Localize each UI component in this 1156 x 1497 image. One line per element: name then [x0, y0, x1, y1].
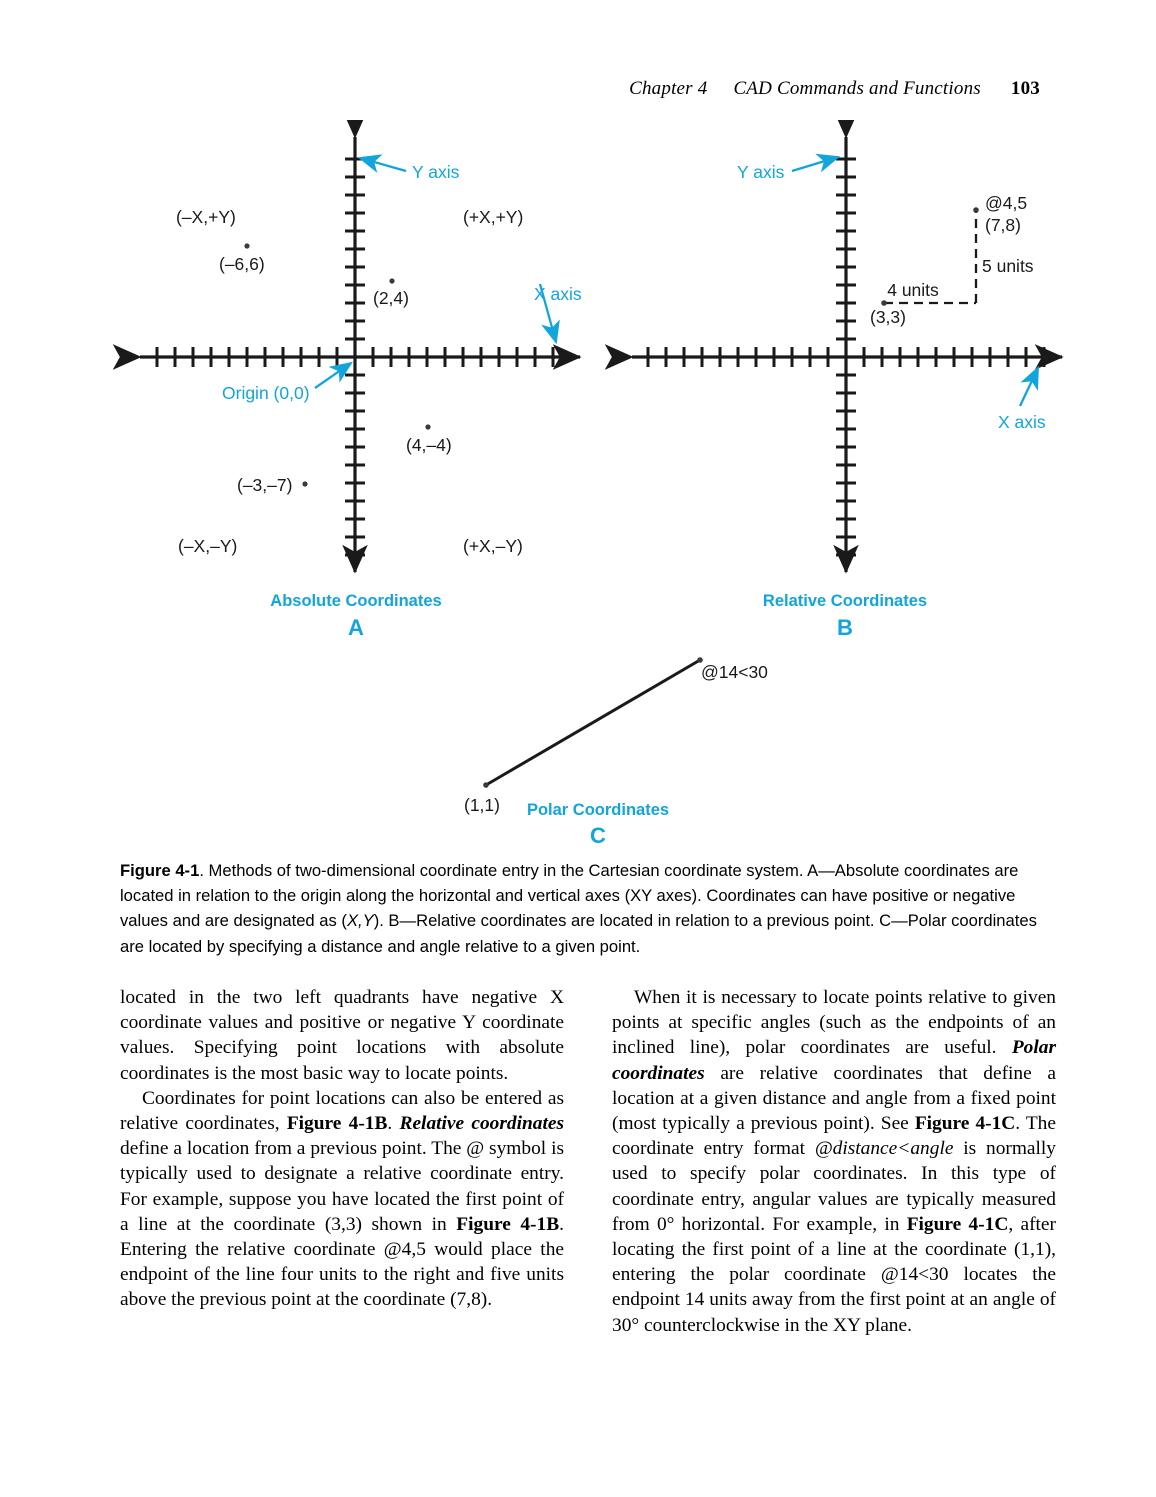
left-p2-text-1: Coordinates for point locations can also be entered as relative coordinates,	[120, 1087, 564, 1135]
diagram-b-end-point-relative-label: @4,5	[985, 193, 1028, 213]
diagram-a-point-label: (–6,6)	[219, 254, 265, 274]
right-p1-italic-1: @distance<angle	[814, 1138, 954, 1160]
diagram-a-caption-letter: A	[348, 615, 364, 640]
diagram-a-absolute-coordinates	[140, 137, 582, 640]
diagram-b-end-point-marker	[973, 207, 979, 213]
right-p1-bold-1: Figure 4-1C	[914, 1113, 1016, 1135]
diagram-a-point-marker	[425, 424, 430, 429]
diagram-a-x-axis-label: X axis	[534, 284, 582, 304]
running-head-title: CAD Commands and Functions	[733, 78, 981, 99]
diagram-a-point-label: (2,4)	[373, 288, 409, 308]
diagram-b-start-point-label: (3,3)	[870, 307, 906, 327]
diagram-a-y-axis-leader	[360, 158, 406, 171]
figure-caption-text-2: ). B—Relative coordinates are located in relation to a previous point. C—Polar coordinates are located by specifying a distance and angle relative to a given point.	[120, 911, 1037, 956]
diagram-c-start-point-marker	[483, 782, 489, 788]
right-p1-text-1: When it is necessary to locate points relative to given points at specific angles (such as the endpoints of an inclined line), polar coordinates are useful.	[612, 987, 1056, 1059]
body-left-column	[120, 985, 564, 1338]
diagram-b-x-axis-leader	[1020, 368, 1038, 406]
right-p1-bolditalic: Polar coordinates	[612, 1037, 1056, 1084]
body-right-column	[612, 985, 1056, 1338]
diagram-a-origin-label: Origin (0,0)	[222, 383, 310, 403]
diagram-b-y-axis-label: Y axis	[737, 162, 785, 182]
diagram-c-start-point-label: (1,1)	[464, 795, 500, 815]
diagram-a-quadrant-label-top-right: (+X,+Y)	[463, 207, 524, 227]
right-paragraph-1	[612, 985, 1056, 1338]
diagram-a-y-axis-label: Y axis	[412, 162, 460, 182]
running-head-chapter: Chapter 4	[629, 78, 708, 99]
figure-caption	[120, 858, 1048, 959]
diagram-b-start-point-marker	[881, 300, 887, 306]
left-p2-text-3: define a location from a previous point. The @ symbol is typically used to designate a relative coordinate entry. For example, suppose you have located the first point of a line at the coordinate (3,3) shown in	[120, 1138, 564, 1235]
diagram-b-caption-title: Relative Coordinates	[762, 592, 928, 610]
left-p2-bold-1: Figure 4-1B	[286, 1113, 388, 1135]
body-text	[120, 985, 1056, 1338]
diagram-a-caption-title: Absolute Coordinates	[270, 592, 442, 610]
diagram-a-point-label: (–3,–7)	[237, 475, 293, 495]
left-p2-text-2: .	[387, 1113, 400, 1135]
diagram-b-x-axis-label: X axis	[998, 412, 1046, 432]
diagram-c-caption-title: Polar Coordinates	[526, 801, 670, 819]
figure-caption-text-1: . Methods of two-dimensional coordinate entry in the Cartesian coordinate system. A—Absolute coordinates are located in relation to the origin along the horizontal and vertical axes (XY axes). Coordinates can have positive or negative values and are designated as (	[120, 861, 1019, 931]
diagram-a-quadrant-label-bottom-left: (–X,–Y)	[178, 536, 238, 556]
page-number: 103	[1010, 78, 1040, 99]
diagram-b-horizontal-dimension-label: 4 units	[887, 280, 939, 300]
diagram-b-relative-coordinates	[632, 137, 1062, 640]
right-p1-text-5: , after locating the first point of a line at the coordinate (1,1), entering the polar coordinate @14<30 locates the endpoint 14 units away from the first point at an angle of 30° counterclockwise in the XY plane.	[612, 1213, 1056, 1336]
right-p1-text-3: . The coordinate entry format	[612, 1113, 1056, 1160]
diagram-a-point-marker	[244, 243, 249, 248]
diagram-a-point-marker	[302, 481, 307, 486]
diagram-a-quadrant-label-bottom-right: (+X,–Y)	[463, 536, 523, 556]
left-p2-bolditalic: Relative coordinates	[399, 1113, 565, 1135]
right-p1-text-2: are relative coordinates that define a location at a given distance and angle from a fixed point (most typically a previous point). See	[612, 1062, 1056, 1135]
diagram-c-polar-line	[486, 660, 700, 785]
figure-4-1	[0, 120, 1156, 850]
diagram-c-caption-letter: C	[590, 823, 606, 848]
diagram-c-polar-coordinates	[464, 657, 768, 848]
left-paragraph-2	[120, 1086, 564, 1313]
figure-caption-italic-xy: X,Y	[346, 911, 374, 931]
diagram-b-end-point-absolute-label: (7,8)	[985, 215, 1021, 235]
diagram-a-point-label: (4,–4)	[406, 435, 452, 455]
figure-caption-number: Figure 4-1	[120, 861, 200, 880]
right-p1-text-4: is normally used to specify polar coordinates. In this type of coordinate entry, angular values are typically measured from 0° horizontal. For example, in	[612, 1138, 1057, 1235]
running-head	[0, 78, 1040, 100]
diagram-b-caption-letter: B	[837, 615, 853, 640]
right-p1-bold-2: Figure 4-1C	[906, 1213, 1009, 1235]
left-p2-bold-2: Figure 4-1B	[456, 1213, 560, 1235]
diagram-a-quadrant-label-top-left: (–X,+Y)	[176, 207, 236, 227]
diagram-c-end-point-label: @14<30	[701, 662, 768, 682]
left-paragraph-1	[120, 985, 564, 1086]
diagram-b-y-axis-leader	[792, 157, 838, 171]
diagram-b-vertical-dimension-label: 5 units	[982, 256, 1034, 276]
left-p1-text: located in the two left quadrants have negative X coordinate values and positive or negative Y coordinate values. Specifying point locations with absolute coordinates is the most basic way to locate points.	[120, 987, 564, 1084]
left-p2-text-4: . Entering the relative coordinate @4,5 would place the endpoint of the line four units to the right and five units above the previous point at the coordinate (7,8).	[120, 1213, 565, 1311]
diagram-a-point-marker	[389, 278, 394, 283]
